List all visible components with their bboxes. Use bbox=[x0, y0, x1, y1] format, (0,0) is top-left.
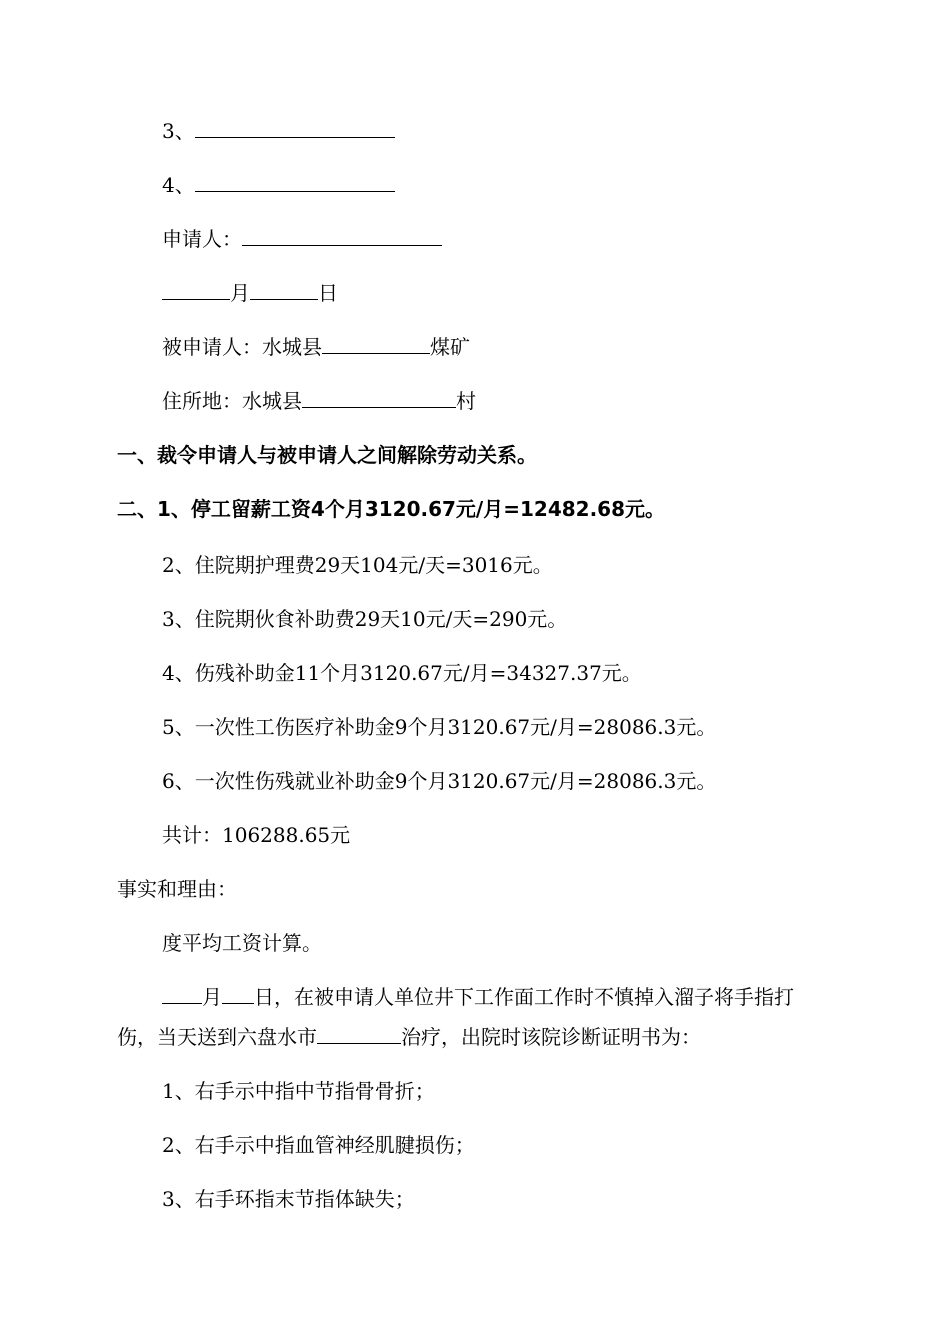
claim-item: 2、住院期护理费29天104元/天=3016元。 bbox=[162, 553, 553, 577]
facts-paragraph-text: 日，在被申请人单位井下工作面工作时不慎掉入溜子将手指打 bbox=[254, 985, 794, 1009]
facts-paragraph: 度平均工资计算。 bbox=[162, 931, 322, 955]
fill-in-blank bbox=[195, 172, 395, 192]
facts-paragraph-line bbox=[117, 1024, 701, 1050]
applicant-label: 申请人： bbox=[162, 227, 242, 251]
facts-heading: 事实和理由： bbox=[117, 877, 237, 901]
respondent-label: 被申请人：水城县 bbox=[162, 335, 322, 359]
list-item-3 bbox=[162, 118, 395, 144]
address-suffix: 村 bbox=[456, 389, 476, 413]
claim-total: 共计：106288.65元 bbox=[162, 823, 351, 847]
respondent-blank bbox=[322, 334, 430, 354]
day-blank bbox=[250, 280, 318, 300]
day-blank bbox=[222, 984, 254, 1004]
respondent-line bbox=[162, 334, 470, 360]
diagnosis-item: 3、右手环指末节指体缺失； bbox=[162, 1187, 415, 1211]
month-blank bbox=[162, 280, 230, 300]
address-line bbox=[162, 388, 476, 414]
diagnosis-item: 1、右手示中指中节指骨骨折； bbox=[162, 1079, 435, 1103]
month-label: 月 bbox=[230, 281, 250, 305]
claim-item: 3、住院期伙食补助费29天10元/天=290元。 bbox=[162, 607, 568, 631]
date-line bbox=[162, 280, 338, 306]
day-label: 日 bbox=[318, 281, 338, 305]
list-item-number: 3、 bbox=[162, 119, 195, 143]
list-item-4 bbox=[162, 172, 395, 198]
facts-paragraph-text: 伤，当天送到六盘水市 bbox=[117, 1025, 317, 1049]
facts-paragraph-text: 治疗，出院时该院诊断证明书为： bbox=[401, 1025, 701, 1049]
claim-second: 二、1、停工留薪工资4个月3120.67元/月=12482.68元。 bbox=[117, 497, 665, 521]
fill-in-blank bbox=[195, 118, 395, 138]
claim-item: 5、一次性工伤医疗补助金9个月3120.67元/月=28086.3元。 bbox=[162, 715, 717, 739]
claim-item: 6、一次性伤残就业补助金9个月3120.67元/月=28086.3元。 bbox=[162, 769, 717, 793]
respondent-suffix: 煤矿 bbox=[430, 335, 470, 359]
claim-first: 一、裁令申请人与被申请人之间解除劳动关系。 bbox=[117, 443, 537, 467]
address-label: 住所地：水城县 bbox=[162, 389, 302, 413]
applicant-blank bbox=[242, 226, 442, 246]
claim-item: 4、伤残补助金11个月3120.67元/月=34327.37元。 bbox=[162, 661, 642, 685]
diagnosis-item: 2、右手示中指血管神经肌腱损伤； bbox=[162, 1133, 475, 1157]
month-blank bbox=[162, 984, 202, 1004]
month-label: 月 bbox=[202, 985, 222, 1009]
applicant-line bbox=[162, 226, 442, 252]
list-item-number: 4、 bbox=[162, 173, 195, 197]
facts-paragraph-line bbox=[162, 984, 794, 1010]
hospital-blank bbox=[317, 1024, 401, 1044]
address-blank bbox=[302, 388, 456, 408]
